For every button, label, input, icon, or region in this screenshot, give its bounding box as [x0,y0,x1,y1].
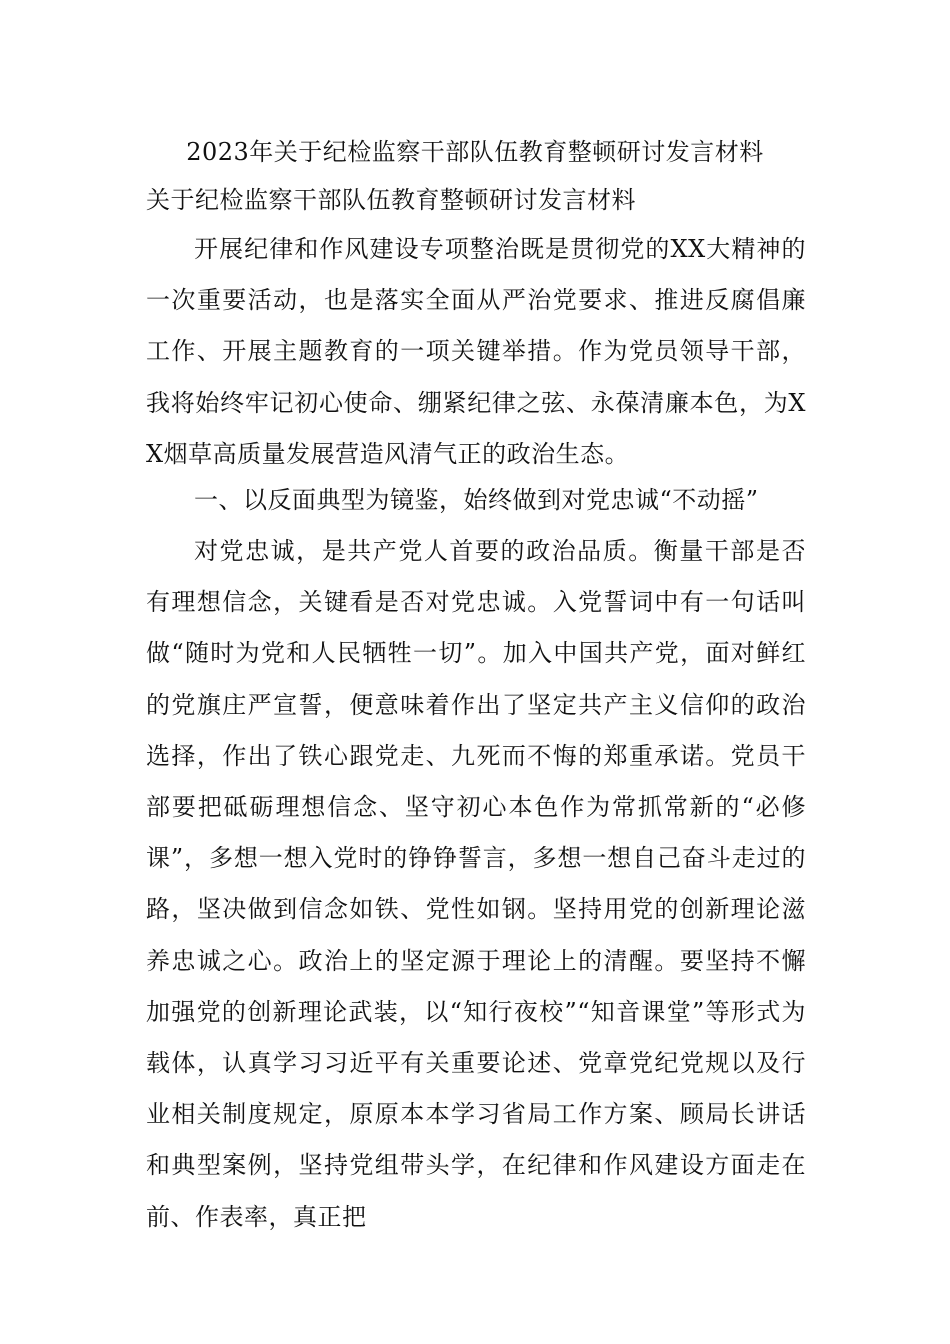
document-title: 2023年关于纪检监察干部队伍教育整顿研讨发言材料 [186,138,764,166]
section-body-paragraph: 对党忠诚，是共产党人首要的政治品质。衡量干部是否有理想信念，关键看是否对党忠诚。入党誓词中有一句话叫做“随时为党和人民牺牲一切”。加入中国共产党，面对鲜红的党旗庄严宣誓，便意味着作出了坚定共产主义信仰的政治选择，作出了铁心跟党走、九死而不悔的郑重承诺。党员干部要把砥砺理想信念、坚守初心本色作为常抓常新的“必修课”，多想一想入党时的铮铮誓言，多想一想自己奋斗走过的路，坚决做到信念如铁、党性如钢。坚持用党的创新理论滋养忠诚之心。政治上的坚定源于理论上的清醒。要坚持不懈加强党的创新理论武装，以“知行夜校”“知音课堂”等形式为载体，认真学习习近平有关重要论述、党章党纪党规以及行业相关制度规定，原原本本学习省局工作方案、顾局长讲话和典型案例，坚持党组带头学，在纪律和作风建设方面走在前、作表率，真正把 [146,537,806,1231]
intro-paragraph: 开展纪律和作风建设专项整治既是贯彻党的XX大精神的一次重要活动，也是落实全面从严治党要求、推进反腐倡廉工作、开展主题教育的一项关键举措。作为党员领导干部，我将始终牢记初心使命、绷紧纪律之弦、永葆清廉本色，为XX烟草高质量发展营造风清气正的政治生态。 [146,235,806,468]
document-subtitle: 关于纪检监察干部队伍教育整顿研讨发言材料 [146,186,636,214]
section-heading: 一、以反面典型为镜鉴，始终做到对党忠诚“不动摇” [194,486,759,514]
